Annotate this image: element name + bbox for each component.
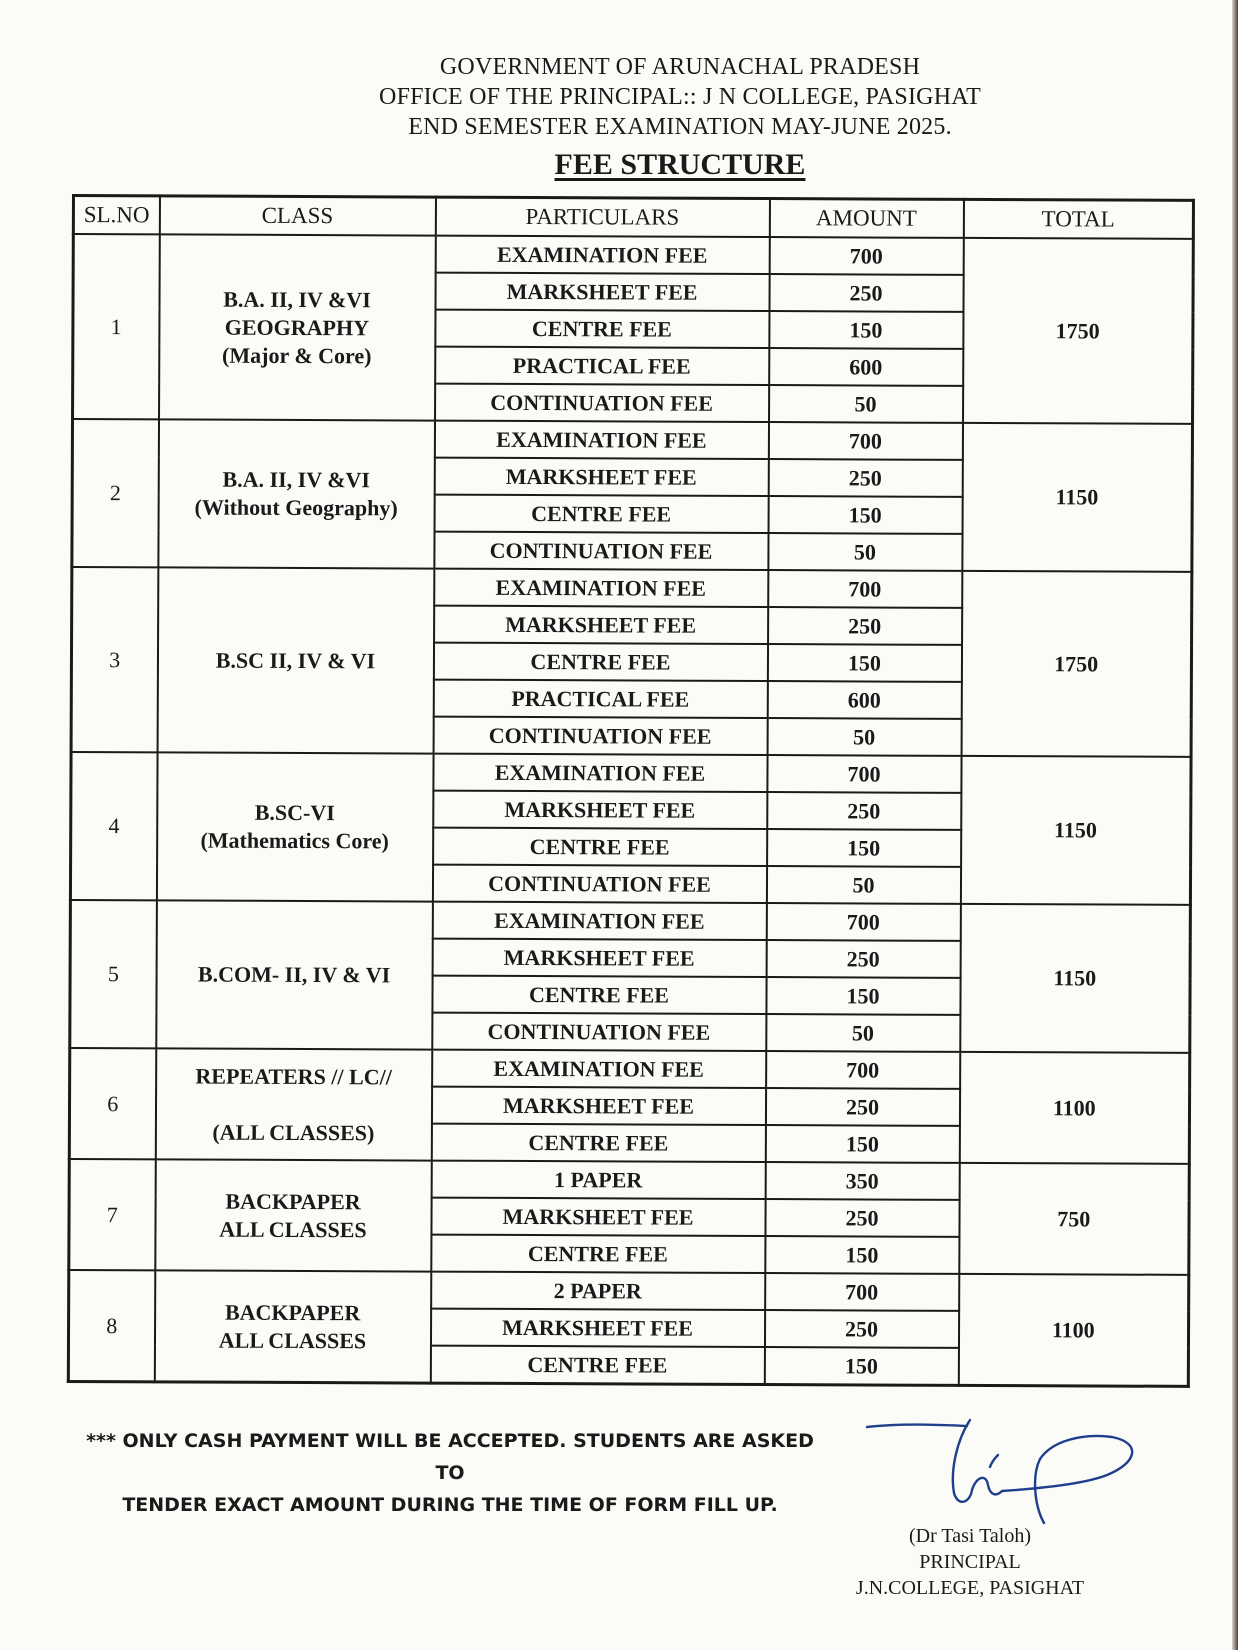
- signatory-institution: J.N.COLLEGE, PASIGHAT: [855, 1577, 1085, 1599]
- serial-number-cell: 1: [73, 234, 160, 419]
- amount-cell: 50: [766, 866, 960, 904]
- serial-number-cell: 4: [70, 752, 157, 900]
- particular-cell: MARKSHEET FEE: [434, 606, 768, 644]
- column-header-particulars: PARTICULARS: [435, 197, 769, 237]
- amount-cell: 50: [766, 1014, 960, 1052]
- header-exam: END SEMESTER EXAMINATION MAY-JUNE 2025.: [408, 114, 952, 140]
- amount-cell: 350: [765, 1162, 959, 1200]
- particular-cell: MARKSHEET FEE: [432, 939, 766, 977]
- table-row: [71, 752, 1191, 794]
- amount-cell: 250: [768, 607, 962, 645]
- class-cell: [154, 1270, 430, 1383]
- class-line: GEOGRAPHY: [224, 314, 370, 340]
- class-cell: [159, 234, 436, 420]
- column-header-slno: SL.NO: [73, 196, 159, 235]
- amount-cell: 50: [767, 718, 961, 756]
- particular-cell: EXAMINATION FEE: [435, 236, 769, 274]
- payment-note-line1: *** ONLY CASH PAYMENT WILL BE ACCEPTED. STUDENTS ARE ASKED TO: [86, 1430, 814, 1484]
- amount-cell: 250: [765, 1199, 959, 1237]
- class-line: B.A. II, IV &VI: [223, 286, 371, 312]
- particular-cell: MARKSHEET FEE: [434, 458, 768, 496]
- header-office: OFFICE OF THE PRINCIPAL:: J N COLLEGE, PASIGHAT: [379, 84, 981, 110]
- particular-cell: MARKSHEET FEE: [430, 1309, 764, 1347]
- amount-cell: 700: [767, 755, 961, 793]
- class-cell: [155, 1048, 431, 1160]
- particular-cell: MARKSHEET FEE: [431, 1087, 765, 1125]
- particular-cell: CENTRE FEE: [433, 643, 767, 681]
- page-title: FEE STRUCTURE: [554, 148, 806, 181]
- total-cell: 1750: [961, 571, 1192, 757]
- class-cell: [158, 419, 435, 568]
- amount-cell: 150: [765, 1125, 959, 1163]
- column-header-total: TOTAL: [963, 199, 1193, 239]
- particular-cell: EXAMINATION FEE: [432, 1050, 766, 1088]
- amount-cell: 250: [764, 1310, 958, 1348]
- serial-number-cell: 5: [70, 900, 157, 1048]
- class-line: (Mathematics Core): [200, 827, 389, 854]
- amount-cell: 250: [766, 940, 960, 978]
- amount-cell: 50: [769, 385, 963, 423]
- class-line: B.SC II, IV & VI: [215, 647, 376, 673]
- amount-cell: 250: [767, 792, 961, 830]
- class-line: REPEATERS // LC//: [195, 1063, 392, 1089]
- amount-cell: 150: [767, 829, 961, 867]
- amount-cell: 150: [766, 977, 960, 1015]
- particular-cell: MARKSHEET FEE: [433, 791, 767, 829]
- amount-cell: 250: [768, 459, 962, 497]
- particular-cell: CENTRE FEE: [435, 310, 769, 348]
- particular-cell: MARKSHEET FEE: [431, 1198, 765, 1236]
- signatory-designation: PRINCIPAL: [919, 1551, 1021, 1573]
- total-cell: 1100: [958, 1274, 1188, 1387]
- class-line: ALL CLASSES: [218, 1327, 367, 1353]
- total-cell: 1150: [962, 423, 1193, 572]
- amount-cell: 700: [765, 1273, 959, 1311]
- particular-cell: 2 PAPER: [431, 1272, 765, 1310]
- particular-cell: MARKSHEET FEE: [435, 273, 769, 311]
- serial-number-cell: 3: [71, 567, 158, 752]
- particular-cell: CENTRE FEE: [431, 1124, 765, 1162]
- amount-cell: 250: [765, 1088, 959, 1126]
- class-cell: [157, 567, 434, 753]
- page-edge: [1232, 0, 1238, 1650]
- class-line: B.A. II, IV &VI: [222, 466, 371, 493]
- column-header-amount: AMOUNT: [769, 199, 963, 238]
- particular-cell: CONTINUATION FEE: [435, 384, 769, 422]
- table-row: [72, 419, 1192, 461]
- payment-note-line2: TENDER EXACT AMOUNT DURING THE TIME OF FORM FILL UP.: [122, 1494, 778, 1516]
- particular-cell: PRACTICAL FEE: [433, 680, 767, 718]
- total-cell: 750: [959, 1163, 1189, 1275]
- table-row: [73, 234, 1193, 276]
- class-cell: [156, 900, 433, 1049]
- particular-cell: CONTINUATION FEE: [432, 1013, 766, 1051]
- particular-cell: CENTRE FEE: [434, 495, 768, 533]
- total-cell: 1150: [960, 904, 1191, 1053]
- class-line: (Major & Core): [222, 342, 372, 368]
- amount-cell: 50: [768, 533, 962, 571]
- signatory-name: (Dr Tasi Taloh): [909, 1525, 1031, 1547]
- class-line: ALL CLASSES: [219, 1216, 367, 1242]
- table-row: [70, 1048, 1190, 1090]
- total-cell: 1750: [963, 238, 1194, 424]
- fee-structure-table: [67, 194, 1195, 1388]
- amount-cell: 700: [766, 903, 960, 941]
- table-row: [72, 567, 1192, 609]
- particular-cell: CENTRE FEE: [432, 976, 766, 1014]
- signatory-block: [820, 1523, 1120, 1601]
- amount-cell: 150: [769, 311, 963, 349]
- class-line: BACKPAPER: [224, 1299, 361, 1325]
- amount-cell: 600: [767, 681, 961, 719]
- table-header-row: [73, 196, 1193, 239]
- class-cell: [156, 752, 433, 901]
- class-line: B.SC-VI: [254, 799, 335, 826]
- class-cell: [155, 1159, 431, 1271]
- table-row: [69, 1159, 1189, 1201]
- amount-cell: 700: [766, 1051, 960, 1089]
- payment-note: [70, 1425, 830, 1521]
- amount-cell: 700: [769, 237, 963, 275]
- particular-cell: 1 PAPER: [431, 1161, 765, 1199]
- total-cell: 1100: [959, 1052, 1189, 1164]
- particular-cell: CENTRE FEE: [430, 1346, 764, 1385]
- total-cell: 1150: [960, 756, 1191, 905]
- serial-number-cell: 2: [72, 419, 159, 567]
- principal-signature: [862, 1415, 1162, 1535]
- serial-number-cell: 6: [69, 1048, 155, 1159]
- particular-cell: EXAMINATION FEE: [434, 421, 768, 459]
- amount-cell: 250: [769, 274, 963, 312]
- amount-cell: 150: [768, 496, 962, 534]
- header-government: GOVERNMENT OF ARUNACHAL PRADESH: [439, 54, 921, 80]
- particular-cell: CONTINUATION FEE: [433, 717, 767, 755]
- document-header: [330, 52, 1030, 182]
- amount-cell: 700: [768, 422, 962, 460]
- particular-cell: PRACTICAL FEE: [435, 347, 769, 385]
- particular-cell: CENTRE FEE: [433, 828, 767, 866]
- table-body: [68, 234, 1193, 1386]
- class-line: BACKPAPER: [225, 1188, 361, 1214]
- particular-cell: EXAMINATION FEE: [433, 754, 767, 792]
- particular-cell: CONTINUATION FEE: [434, 532, 768, 570]
- serial-number-cell: 7: [69, 1159, 155, 1270]
- class-line: B.COM- II, IV & VI: [197, 961, 391, 988]
- amount-cell: 600: [769, 348, 963, 386]
- amount-cell: 150: [765, 1236, 959, 1274]
- amount-cell: 150: [767, 644, 961, 682]
- particular-cell: CONTINUATION FEE: [432, 865, 766, 903]
- particular-cell: EXAMINATION FEE: [434, 569, 768, 607]
- class-line: (Without Geography): [194, 494, 398, 521]
- table-row: [69, 1270, 1189, 1312]
- amount-cell: 150: [764, 1347, 958, 1385]
- particular-cell: EXAMINATION FEE: [432, 902, 766, 940]
- amount-cell: 700: [768, 570, 962, 608]
- particular-cell: CENTRE FEE: [431, 1235, 765, 1273]
- class-line: [156, 1090, 430, 1119]
- class-line: (ALL CLASSES): [212, 1119, 375, 1145]
- table-row: [70, 900, 1190, 942]
- serial-number-cell: 8: [68, 1270, 154, 1382]
- column-header-class: CLASS: [159, 196, 435, 236]
